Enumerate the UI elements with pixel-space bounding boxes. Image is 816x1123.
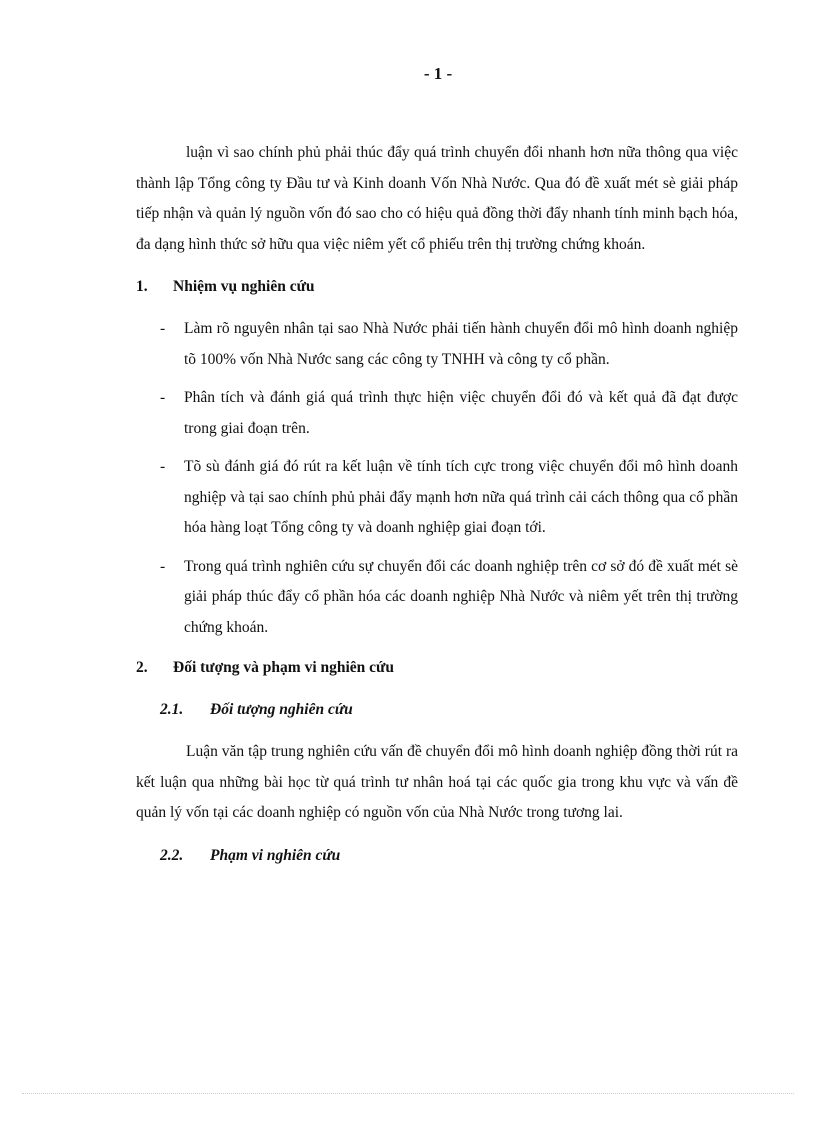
bullet-dash: - (160, 389, 166, 406)
subsection-2-1-title: Đối tượng nghiên cứu (210, 701, 353, 718)
intro-paragraph: luận vì sao chính phủ phải thúc đẩy quá trình chuyển đổi nhanh hơn nữa thông qua việc thành lập Tổng công ty Đầu tư và Kinh doanh Vốn Nhà Nước. Qua đó đề xuất mét sè giải pháp tiếp nhận và quản lý nguồn vốn đó sao cho có hiệu quả đồng thời đẩy nhanh tính minh bạch hóa, đa dạng hình thức sở hữu qua việc niêm yết cổ phiếu trên thị trường chứng khoán. (136, 144, 738, 253)
section-2-number: 2. (136, 659, 148, 676)
bullet-text: Tõ sù đánh giá đó rút ra kết luận về tính tích cực trong việc chuyển đổi mô hình doanh nghiệp và tại sao chính phủ phải đẩy mạnh hơn nữa quá trình cải cách thông qua cổ phần hóa hàng loạt Tổng công ty và doanh nghiệp giai đoạn tới. (184, 458, 738, 536)
list-item (136, 552, 738, 644)
page-bottom-divider (22, 1093, 794, 1094)
bullet-dash: - (160, 320, 166, 337)
document-body (136, 138, 738, 871)
bullet-dash: - (160, 458, 166, 475)
subsection-2-1-heading (136, 695, 738, 725)
section-1-heading (136, 272, 738, 302)
section-2-title: Đối tượng và phạm vi nghiên cứu (173, 659, 394, 676)
list-item (136, 452, 738, 544)
section-1-title: Nhiệm vụ nghiên cứu (173, 278, 315, 295)
section-2-heading (136, 653, 738, 683)
bullet-text: Phân tích và đánh giá quá trình thực hiện việc chuyển đổi đó và kết quả đã đạt được trong giai đoạn trên. (184, 389, 738, 437)
subsection-2-2-number: 2.2. (160, 846, 184, 864)
subsection-2-1-number: 2.1. (160, 701, 184, 718)
section-1-number: 1. (136, 278, 148, 295)
subsection-2-1-paragraph: Luận văn tập trung nghiên cứu vấn đề chuyển đổi mô hình doanh nghiệp đồng thời rút ra kết luận qua những bài học từ quá trình tư nhân hoá tại các quốc gia trong khu vực và vấn đề quản lý vốn tại các doanh nghiệp có nguồn vốn của Nhà Nước trong tương lai. (136, 743, 738, 821)
bullet-text: Làm rõ nguyên nhân tại sao Nhà Nước phải tiến hành chuyển đổi mô hình doanh nghiệp tõ 100% vốn Nhà Nước sang các công ty TNHH và công ty cổ phần. (184, 320, 738, 368)
subsection-2-2-heading (136, 841, 738, 871)
list-item (136, 383, 738, 444)
list-item (136, 314, 738, 375)
subsection-2-2-title: Phạm vi nghiên cứu (210, 846, 341, 864)
bullet-text: Trong quá trình nghiên cứu sự chuyển đổi các doanh nghiệp trên cơ sở đó đề xuất mét sè giải pháp thúc đẩy cổ phần hóa các doanh nghiệp Nhà Nước và niêm yết trên thị trường chứng khoán. (184, 557, 738, 636)
page-number: - 1 - (423, 64, 453, 83)
bullet-dash: - (160, 557, 166, 575)
